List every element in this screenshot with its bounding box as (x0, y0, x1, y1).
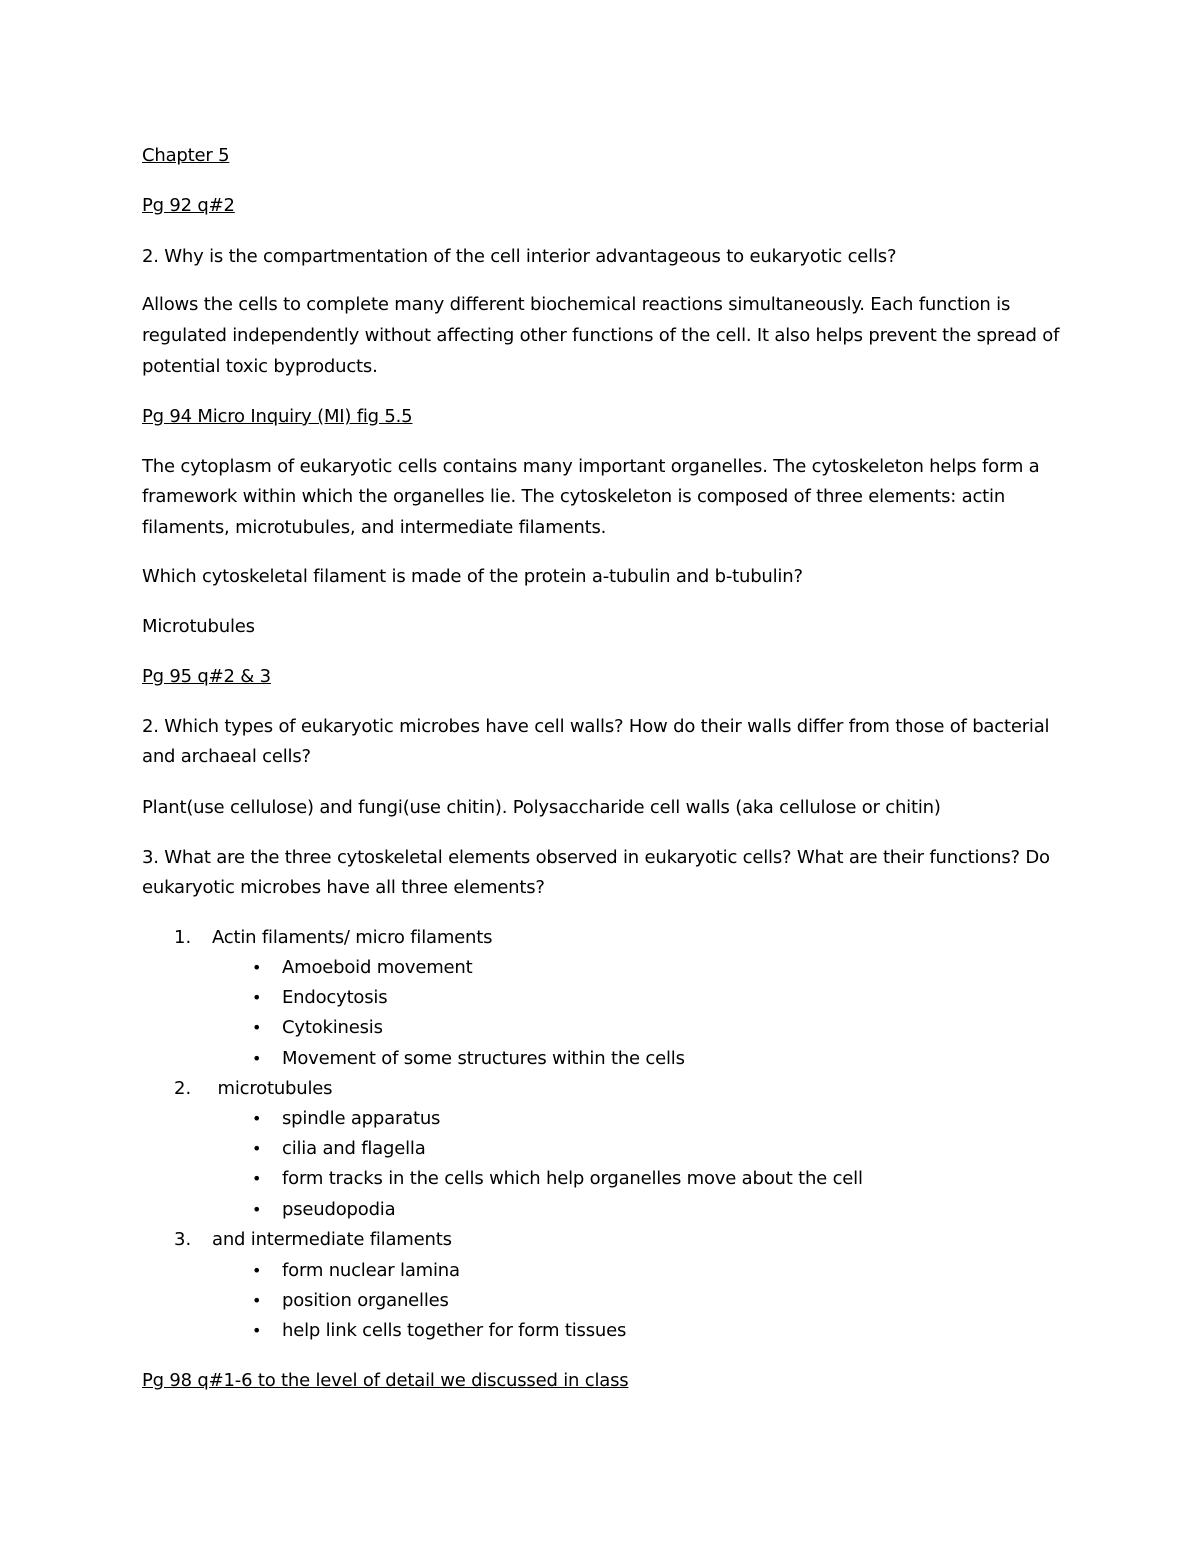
bullet-icon: • (252, 1109, 262, 1128)
element-label-intermediate: and intermediate filaments (212, 1229, 452, 1250)
answer-line: Allows the cells to complete many different biochemical reactions simultaneously. Each function is (142, 294, 1011, 315)
list-item: Cytokinesis (282, 1017, 383, 1038)
answer-cell-walls: Plant(use cellulose) and fungi(use chitin). Polysaccharide cell walls (aka cellulose or chitin) (142, 797, 941, 818)
list-number: 3. (174, 1229, 192, 1250)
question-line: 2. Which types of eukaryotic microbes have cell walls? How do their walls differ from those of bacterial (142, 716, 1050, 737)
element-label-actin: Actin filaments/ micro filaments (212, 927, 493, 948)
list-item: form tracks in the cells which help organelles move about the cell (282, 1168, 863, 1189)
section-heading-pg95: Pg 95 q#2 & 3 (142, 666, 271, 687)
list-item: spindle apparatus (282, 1108, 441, 1129)
element-label-microtubules: microtubules (212, 1078, 333, 1099)
paragraph-line: framework within which the organelles lie. The cytoskeleton is composed of three elements: actin (142, 486, 1006, 507)
answer-microtubules: Microtubules (142, 616, 255, 637)
list-item: Amoeboid movement (282, 957, 473, 978)
bullet-icon: • (252, 958, 262, 977)
section-heading-pg92: Pg 92 q#2 (142, 195, 235, 216)
bullet-icon: • (252, 1018, 262, 1037)
section-heading-pg94: Pg 94 Micro Inquiry (MI) fig 5.5 (142, 406, 413, 427)
paragraph-line: filaments, microtubules, and intermediate filaments. (142, 517, 607, 538)
bullet-icon: • (252, 1139, 262, 1158)
list-number: 2. (174, 1078, 192, 1099)
paragraph-line: The cytoplasm of eukaryotic cells contains many important organelles. The cytoskeleton helps form a (142, 456, 1040, 477)
bullet-icon: • (252, 1291, 262, 1310)
answer-line: regulated independently without affecting other functions of the cell. It also helps prevent the spread of (142, 325, 1060, 346)
bullet-icon: • (252, 1321, 262, 1340)
chapter-heading: Chapter 5 (142, 145, 230, 166)
question-tubulin: Which cytoskeletal filament is made of the protein a-tubulin and b-tubulin? (142, 566, 803, 587)
section-heading-pg98: Pg 98 q#1-6 to the level of detail we discussed in class (142, 1370, 629, 1391)
list-item: pseudopodia (282, 1199, 396, 1220)
question-compartmentation: 2. Why is the compartmentation of the cell interior advantageous to eukaryotic cells? (142, 246, 897, 267)
list-item: cilia and flagella (282, 1138, 426, 1159)
bullet-icon: • (252, 1261, 262, 1280)
question-line: 3. What are the three cytoskeletal elements observed in eukaryotic cells? What are their functions? Do (142, 847, 1050, 868)
bullet-icon: • (252, 1200, 262, 1219)
question-line: and archaeal cells? (142, 746, 311, 767)
list-item: help link cells together for form tissues (282, 1320, 627, 1341)
list-number: 1. (174, 927, 192, 948)
bullet-icon: • (252, 1049, 262, 1068)
list-item: Movement of some structures within the cells (282, 1048, 685, 1069)
bullet-icon: • (252, 1169, 262, 1188)
list-item: position organelles (282, 1290, 449, 1311)
answer-line: potential toxic byproducts. (142, 356, 378, 377)
bullet-icon: • (252, 988, 262, 1007)
list-item: Endocytosis (282, 987, 388, 1008)
question-line: eukaryotic microbes have all three elements? (142, 877, 545, 898)
list-item: form nuclear lamina (282, 1260, 460, 1281)
